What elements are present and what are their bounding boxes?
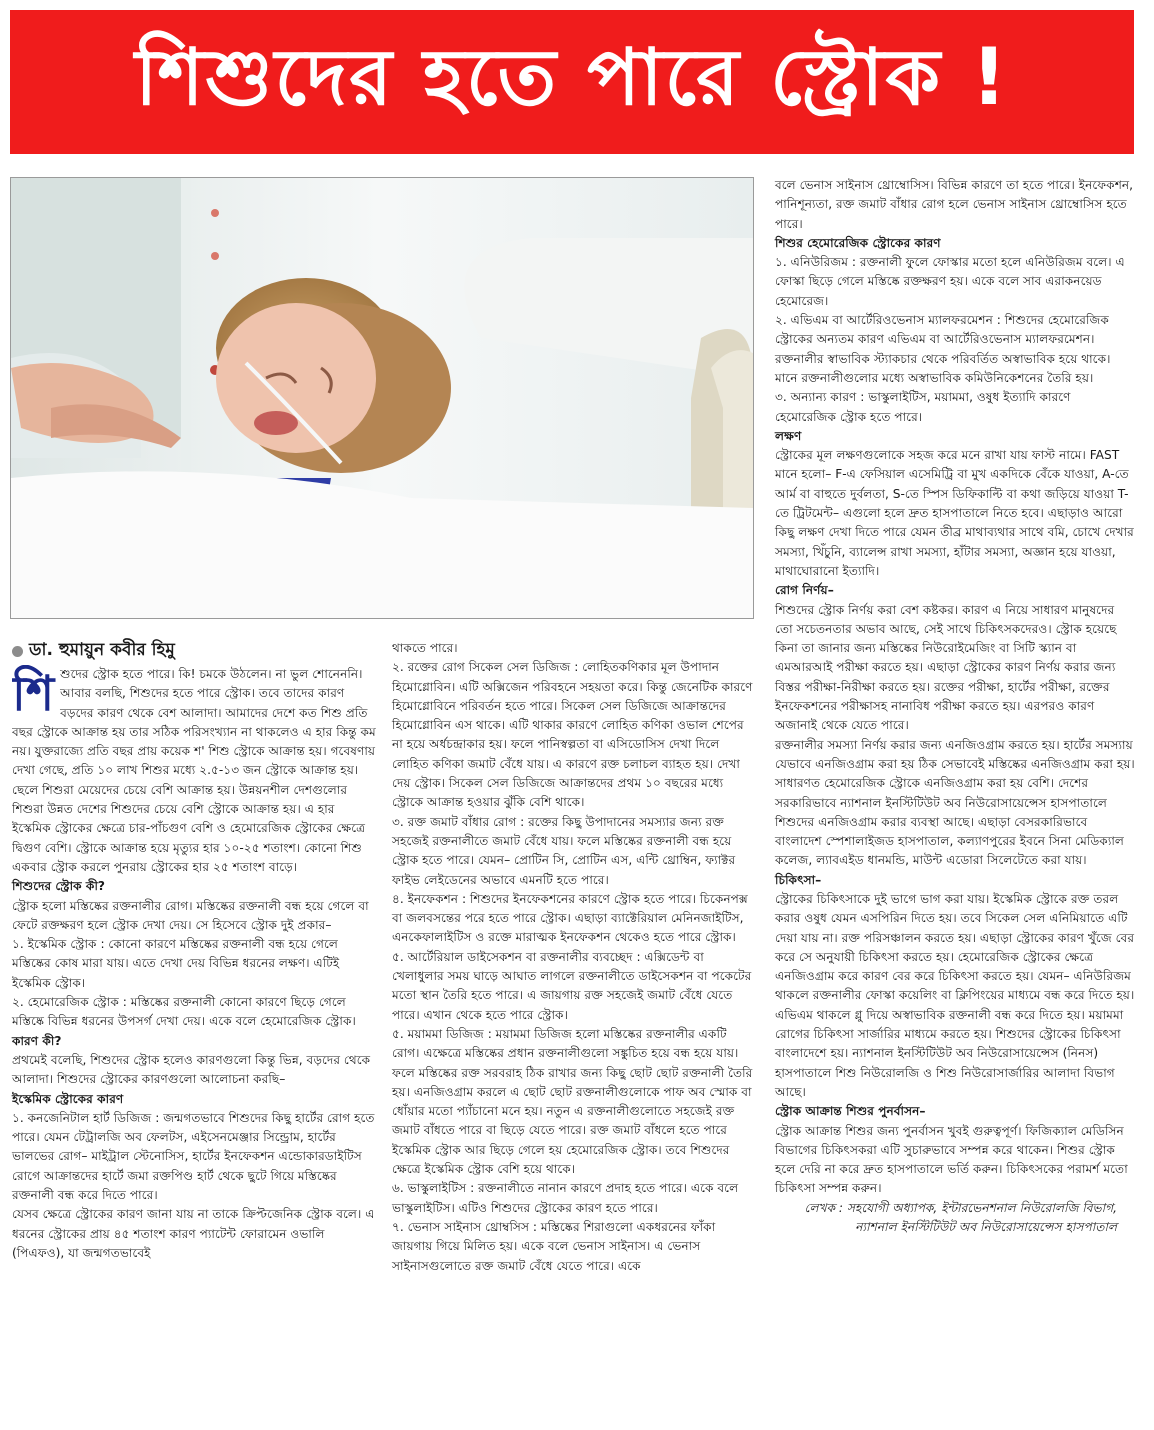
paragraph: রক্তনালীর সমস্যা নির্ণয় করার জন্য এনজিওগ্রাম করতে হয়। হার্টের সমস্যায় যেভাবে এনজিওগ্রাম করা হয় ঠিক সেভাবেই মস্তিষ্কের এনজিওগ্রাম করা হয়। সাধারণত হেমোরেজিক স্ট্রোকে এনজিওগ্রাম করা হয় বেশি। দেশের সরকারিভাবে ন্যাশনাল ইনস্টিটিউট অব নিউরোসায়েন্সেস হাসপাতালে শিশুদের এনজিওগ্রাম করার ব্যবস্থা আছে। এছাড়া বেসরকারিভাবে বাংলাদেশ স্পেশালাইজড হাসপাতাল, কল্যাণপুরের ইবনে সিনা মেডিক্যাল কলেজ, ল্যাবএইড ধানমন্ডি, মাউন্ট এডোরা সিলেটেতে করা যায়। [775, 737, 1135, 868]
paragraph: ৭. ভেনাস সাইনাস থ্রোম্বসিস : মস্তিষ্কের শিরাগুলো একধরনের ফাঁকা জায়গায় গিয়ে মিলিত হয়। একে বলে ভেনাস সাইনাস। এ ভেনাস সাইনাসগুলোতে রক্ত জমাট বেঁধে যেতে পারে। একে [392, 1219, 716, 1273]
subheading-treatment: চিকিৎসা– [775, 872, 822, 887]
bullet-dot-icon [12, 646, 23, 657]
paragraph: স্ট্রোক আক্রান্ত শিশুর জন্য পুনর্বাসন খুবই গুরুত্বপূর্ণ। ফিজিক্যাল মেডিসিন বিভাগের চিকিৎসকরা এটি সুচারুভাবে সম্পন্ন করে থাকেন। শিশুর স্ট্রোক হলে দেরি না করে দ্রুত হাসপাতালে ভর্তি করুন। চিকিৎসকের পরামর্শ মতো চিকিৎসা সম্পন্ন করুন। [775, 1123, 1128, 1196]
paragraph: ২. এভিএম বা আর্টেরিওভেনাস ম্যালফরমেশন : শিশুদের হেমোরেজিক স্ট্রোকের অন্যতম কারণ এভিএম বা আর্টেরিওভেনাস ম্যালফরমেশন। রক্তনালীর স্বাভাবিক স্ট্যাকচার থেকে পরিবর্তিত অস্বাভাবিক হয়ে থাকে। মানে রক্তনালীগুলোর মধ্যে অস্বাভাবিক কমিউনিকেশনের তৈরি হয়। [775, 313, 1111, 385]
intro-paragraph [12, 665, 377, 877]
sleeping-child-photo-icon [11, 178, 753, 618]
subheading-rehabilitation: স্ট্রোক আক্রান্ত শিশুর পুনর্বাসন– [775, 1104, 926, 1119]
article-photo [10, 177, 754, 619]
author-byline [12, 637, 175, 665]
subheading-ischemic-causes: ইস্কেমিক স্ট্রোকের কারণ [12, 1091, 124, 1106]
paragraph: ৬. ভাস্কুলাইটিস : রক্তনালীতে নানান কারণে প্রদাহ হতে পারে। একে বলে ভাস্কুলাইটিস। এটিও শিশুদের স্ট্রোকের কারণ হতে পারে। [392, 1181, 739, 1215]
subheading-what-is-stroke: শিশুদের স্ট্রোক কী? [12, 879, 106, 894]
paragraph: ১. কনজেনিটাল হার্ট ডিজিজ : জন্মগতভাবে শিশুদের কিছু হার্টের রোগ হতে পারে। যেমন টেট্রালজি অব ফেলটস, এইসেনমেঞ্জার সিন্ড্রোম, হার্টের ভালভের রোগ– মাইট্রাল স্টেনোসিস, হার্টের ইনফেকশন এন্ডোকারডাইটিস রোগে আক্রান্তদের হার্টে জমা রক্তপিণ্ড হার্ট থেকে ছুটে গিয়ে মস্তিষ্কের রক্তনালী বন্ধ করে দিতে পারে। [12, 1110, 375, 1203]
paragraph: স্ট্রোকের চিকিৎসাকে দুই ভাগে ভাগ করা যায়। ইস্কেমিক স্ট্রোকে রক্ত তরল করার ওষুধ যেমন এসপিরিন দিতে হয়। তবে সিকেল সেল এনিমিয়াতে এটি দেয়া যায় না। রক্ত পরিসঞ্চালন করতে হয়। এছাড়া স্ট্রোকের কারণ খুঁজে বের করে সে অনুযায়ী চিকিৎসা করতে হয়। হেমোরেজিক স্ট্রোকের ক্ষেত্রে এনজিওগ্রাম করে কারণ বের করে চিকিৎসা করতে হয়। যেমন– এনিউরিজম থাকলে রক্তনালীর ফোস্কা কয়েলিং বা ক্লিপিংয়ের মাধ্যমে বন্ধ করে দিতে হয়। এভিএম থাকলে গ্লু দিয়ে অস্বাভাবিক রক্তনালী বন্ধ করে দিতে হয়। ময়ামমা রোগের চিকিৎসা সার্জারির মাধ্যমে করতে হয়। শিশুদের স্ট্রোকের চিকিৎসা বাংলাদেশে হয়। ন্যাশনাল ইনস্টিটিউট অব নিউরোসায়েন্সেস (নিনস) হাসপাতালে শিশু নিউরোলজি ও শিশু নিউরোসার্জারির আলাদা বিভাগ আছে। [775, 891, 1135, 1099]
article-column-3 [775, 176, 1135, 1237]
paragraph: ৩. রক্ত জমাট বাঁধার রোগ : রক্তের কিছু উপাদানের সমস্যার জন্য রক্ত সহজেই রক্তনালীতে জমাট বেঁধে যায়। ফলে মস্তিষ্কের রক্তনালী বন্ধ হয়ে স্ট্রোক হতে পারে। যেমন– প্রোটিন সি, প্রোটিন এস, এন্টি থ্রোম্বিন, ফ্যাক্টর ফাইভ লেইডেনের অভাবে এমনটি হতে পারে। [392, 814, 736, 887]
paragraph: ১. ইস্কেমিক স্ট্রোক : কোনো কারণে মস্তিষ্কের রক্তনালী বন্ধ হয়ে গেলে মস্তিষ্কের কোষ মারা যায়। এতে দেখা দেয় বিভিন্ন ধরনের লক্ষণ। এটিই ইস্কেমিক স্ট্রোক। [12, 937, 340, 990]
author-credentials: লেখক : সহযোগী অধ্যাপক, ইন্টারভেনশনাল নিউরোলজি বিভাগ, ন্যাশনাল ইনস্টিটিউট অব নিউরোসায়েন্সেস হাসপাতাল [804, 1200, 1117, 1235]
paragraph: শিশুদের স্ট্রোক নির্ণয় করা বেশ কষ্টকর। কারণ এ নিয়ে সাধারণ মানুষদের তো সচেতনতার অভাব আছে, সেই সাথে চিকিৎসকদেরও। স্ট্রোক হয়েছে কিনা তা জানার জন্য মস্তিষ্কের নিউরোইমেজিং বা সিটি স্ক্যান বা এমআরআই পরীক্ষা করতে হয়। এছাড়া স্ট্রোকের কারণ নির্ণয় করার জন্য বিস্তর পরীক্ষা-নিরীক্ষা করতে হয়। রক্তের পরীক্ষা, হার্টের পরীক্ষা, রক্তের ইনফেকশনের পরীক্ষাসহ নানাবিধ পরীক্ষা করতে হয়। এরপরও কারণ অজানাই থেকে যেতে পারে। [775, 602, 1117, 733]
paragraph: ৫. আর্টেরিয়াল ডাইসেকশন বা রক্তনালীর ব্যবচ্ছেদ : এক্সিডেন্ট বা খেলাধুলার সময় ঘাড়ে আঘাত লাগলে রক্তনালীতে ডাইসেকশন বা পকেটের মতো স্থান তৈরি হতে পারে। এ জায়গায় রক্ত সহজেই জমাট বেঁধে যেতে পারে। এখান থেকে হতে পারে স্ট্রোক। [392, 949, 752, 1022]
intro-text: শুদের স্ট্রোক হতে পারে। কি! চমকে উঠলেন। না ভুল শোনেননি। আবার বলছি, শিশুদের হতে পারে স্ট্রোক। তবে তাদের কারণ বড়দের কারণ থেকে বেশ আলাদা। আমাদের দেশে কত শিশু প্রতি বছর স্ট্রোকে আক্রান্ত হয় তার সঠিক পরিসংখ্যান না থাকলেও এ হার কিন্তু কম নয়। যুক্তরাজ্যে প্রতি বছর প্রায় কয়েক শ' শিশু স্ট্রোকে আক্রান্ত হয়। গবেষণায় দেখা গেছে, প্রতি ১০ লাখ শিশুর মধ্যে ২.৫-১৩ জন স্ট্রোকে আক্রান্ত হয়। ছেলে শিশুরা মেয়েদের চেয়ে বেশি আক্রান্ত হয়। উন্নয়নশীল দেশগুলোর শিশুরা উন্নত দেশের শিশুদের চেয়ে বেশি স্ট্রোকে আক্রান্ত হয়। এ হার ইস্কেমিক স্ট্রোকের ক্ষেত্রে চার-পাঁচগুণ বেশি ও হেমোরেজিক স্ট্রোকের ক্ষেত্রে দ্বিগুণ বেশি। স্ট্রোকে আক্রান্ত হয়ে মৃত্যুর হার ১০-২৫ শতাংশ। কোনো শিশু একবার স্ট্রোক করলে পুনরায় স্ট্রোকের হার ২৫ শতাংশ বাড়ে। [12, 667, 376, 874]
paragraph: ৫. ময়ামমা ডিজিজ : ময়ামমা ডিজিজ হলো মস্তিষ্কের রক্তনালীর একটি রোগ। এক্ষেত্রে মস্তিষ্কের প্রধান রক্তনালীগুলো সঙ্কুচিত হয়ে বন্ধ হয়ে যায়। ফলে মস্তিষ্কের রক্ত সরবরাহ ঠিক রাখার জন্য কিছু ছোট ছোট রক্তনালী তৈরি হয়। এনজিওগ্রাম করলে এ ছোট ছোট রক্তনালীগুলোকে পাফ অব স্মোক বা ধোঁয়ার মতো প্যাঁচানো মনে হয়। নতুন এ রক্তনালীগুলোতে সহজেই রক্ত জমাট বাঁধতে পারে বা ছিড়ে যেতে পারে। রক্ত জমাট বাঁধলে হতে পারে ইস্কেমিক স্ট্রোক আর ছিড়ে গেলে হয় হেমোরেজিক স্ট্রোক। তবে শিশুদের ক্ষেত্রে ইস্কেমিক স্ট্রোক বেশি হয়ে থাকে। [392, 1026, 753, 1177]
paragraph: ২. হেমোরেজিক স্ট্রোক : মস্তিষ্কের রক্তনালী কোনো কারণে ছিড়ে গেলে মস্তিষ্কে বিভিন্ন ধরনের উপসর্গ দেখা দেয়। একে বলে হেমোরেজিক স্ট্রোক। [12, 995, 356, 1029]
paragraph: থাকতে পারে। [392, 641, 458, 655]
subheading-symptoms: লক্ষণ [775, 428, 802, 443]
paragraph: ২. রক্তের রোগ সিকেল সেল ডিজিজ : লোহিতকণিকার মূল উপাদান হিমোগ্লোবিন। এটি অক্সিজেন পরিবহনে সহয়তা করে। কিন্তু জেনেটিক কারণে হিমোগ্লোবিনে পরিবর্তন হতে পারে। সিকেল সেল ডিজিজে আক্রান্তদের হিমোগ্লোবিন এস থাকে। এটি থাকার কারণে লোহিত কণিকা ওভাল শেপের না হয়ে অর্ধচন্দ্রাকার হয়। ফলে পানিস্বল্পতা বা এসিডোসিস দেখা দিলে লোহিত কণিকা জমাট বেঁধে যায়। এ কারণে রক্ত চলাচল ব্যাহত হয়। দেখা দেয় স্ট্রোক। সিকেল সেল ডিজিজে আক্রান্তদের প্রথম ১০ বছরের মধ্যে স্ট্রোকে আক্রান্ত হওয়ার ঝুঁকি বেশি থাকে। [392, 660, 753, 810]
paragraph: ৩. অন্যান্য কারণ : ভাস্কুলাইটিস, ময়ামমা, ওষুধ ইত্যাদি কারণে হেমোরেজিক স্ট্রোক হতে পারে। [775, 390, 1071, 424]
article-column-2 [392, 639, 757, 1276]
paragraph: ৪. ইনফেকশন : শিশুদের ইনফেকশনের কারণে স্ট্রোক হতে পারে। চিকেনপক্স বা জলবসন্তের পরে হতে পারে স্ট্রোক। এছাড়া ব্যাক্টেরিয়াল মেনিনজাইটিস, এনকেফালাইটিস ও রক্তে মারাত্মক ইনফেকশন থেকেও হতে পারে স্ট্রোক। [392, 891, 748, 945]
paragraph: যেসব ক্ষেত্রে স্ট্রোকের কারণ জানা যায় না তাকে ক্রিপ্টজেনিক স্ট্রোক বলে। এ ধরনের স্ট্রোকের প্রায় ৪৫ শতাংশ কারণ প্যাটেন্ট ফোরামেন ওভালি (পিএফও), যা জন্মগতভাবেই [12, 1207, 375, 1260]
paragraph: বলে ভেনাস সাইনাস থ্রোম্বোসিস। বিভিন্ন কারণে তা হতে পারে। ইনফেকশন, পানিশূন্যতা, রক্ত জমাট বাঁধার রোগ হলে ভেনাস সাইনাস থ্রোম্বোসিস হতে পারে। [775, 178, 1134, 231]
paragraph: স্ট্রোকের মূল লক্ষণগুলোকে সহজ করে মনে রাখা যায় ফাস্ট নামে। FAST মানে হলো– F-এ ফেসিয়াল এসেমিট্রি বা মুখ একদিকে বেঁকে যাওয়া, A-তে আর্ম বা বাহুতে দুর্বলতা, S-তে স্পিস ডিফিকাল্টি বা কথা জড়িয়ে যাওয়া T-তে ট্রিটমেন্ট– এগুলো হলে দ্রুত হাসপাতালে নিতে হবে। এছাড়াও আরো কিছু লক্ষণ দেখা দিতে পারে যেমন তীব্র মাথাব্যথার সাথে বমি, চোখে দেখার সমস্যা, খিঁচুনি, ব্যালেন্স রাখা সমস্যা, হাঁটার সমস্যা, অজ্ঞান হয়ে যাওয়া, মাথাঘোরানো ইত্যাদি। [775, 448, 1134, 578]
headline-title: শিশুদের হতে পারে স্ট্রোক ! [135, 33, 1009, 123]
paragraph: প্রথমেই বলেছি, শিশুদের স্ট্রোক হলেও কারণগুলো কিন্তু ভিন্ন, বড়দের থেকে আলাদা। শিশুদের স্ট্রোকের কারণগুলো আলোচনা করছি– [12, 1052, 371, 1087]
headline-banner [10, 10, 1134, 154]
paragraph: স্ট্রোক হলো মস্তিষ্কের রক্তনালীর রোগ। মস্তিষ্কের রক্তনালী বন্ধ হয়ে গেলে বা ফেটে রক্তক্ষরণ হলে স্ট্রোক দেখা দেয়। সে হিসেবে স্ট্রোক দুই প্রকার– [12, 898, 369, 932]
article-column-1 [12, 665, 377, 1263]
subheading-diagnosis: রোগ নির্ণয়– [775, 583, 834, 598]
author-name: ডা. হুমায়ুন কবীর হিমু [29, 640, 175, 660]
paragraph: ১. এনিউরিজম : রক্তনালী ফুলে ফোস্কার মতো হলে এনিউরিজম বলে। এ ফোস্কা ছিড়ে গেলে মস্তিষ্কে রক্তক্ষরণ হয়। একে বলে সাব এরাকনয়েড হেমোরেজ। [775, 255, 1125, 308]
subheading-hemorrhagic-causes: শিশুর হেমোরেজিক স্ট্রোকের কারণ [775, 235, 941, 250]
drop-cap: শি [12, 666, 55, 722]
subheading-causes: কারণ কী? [12, 1033, 62, 1048]
